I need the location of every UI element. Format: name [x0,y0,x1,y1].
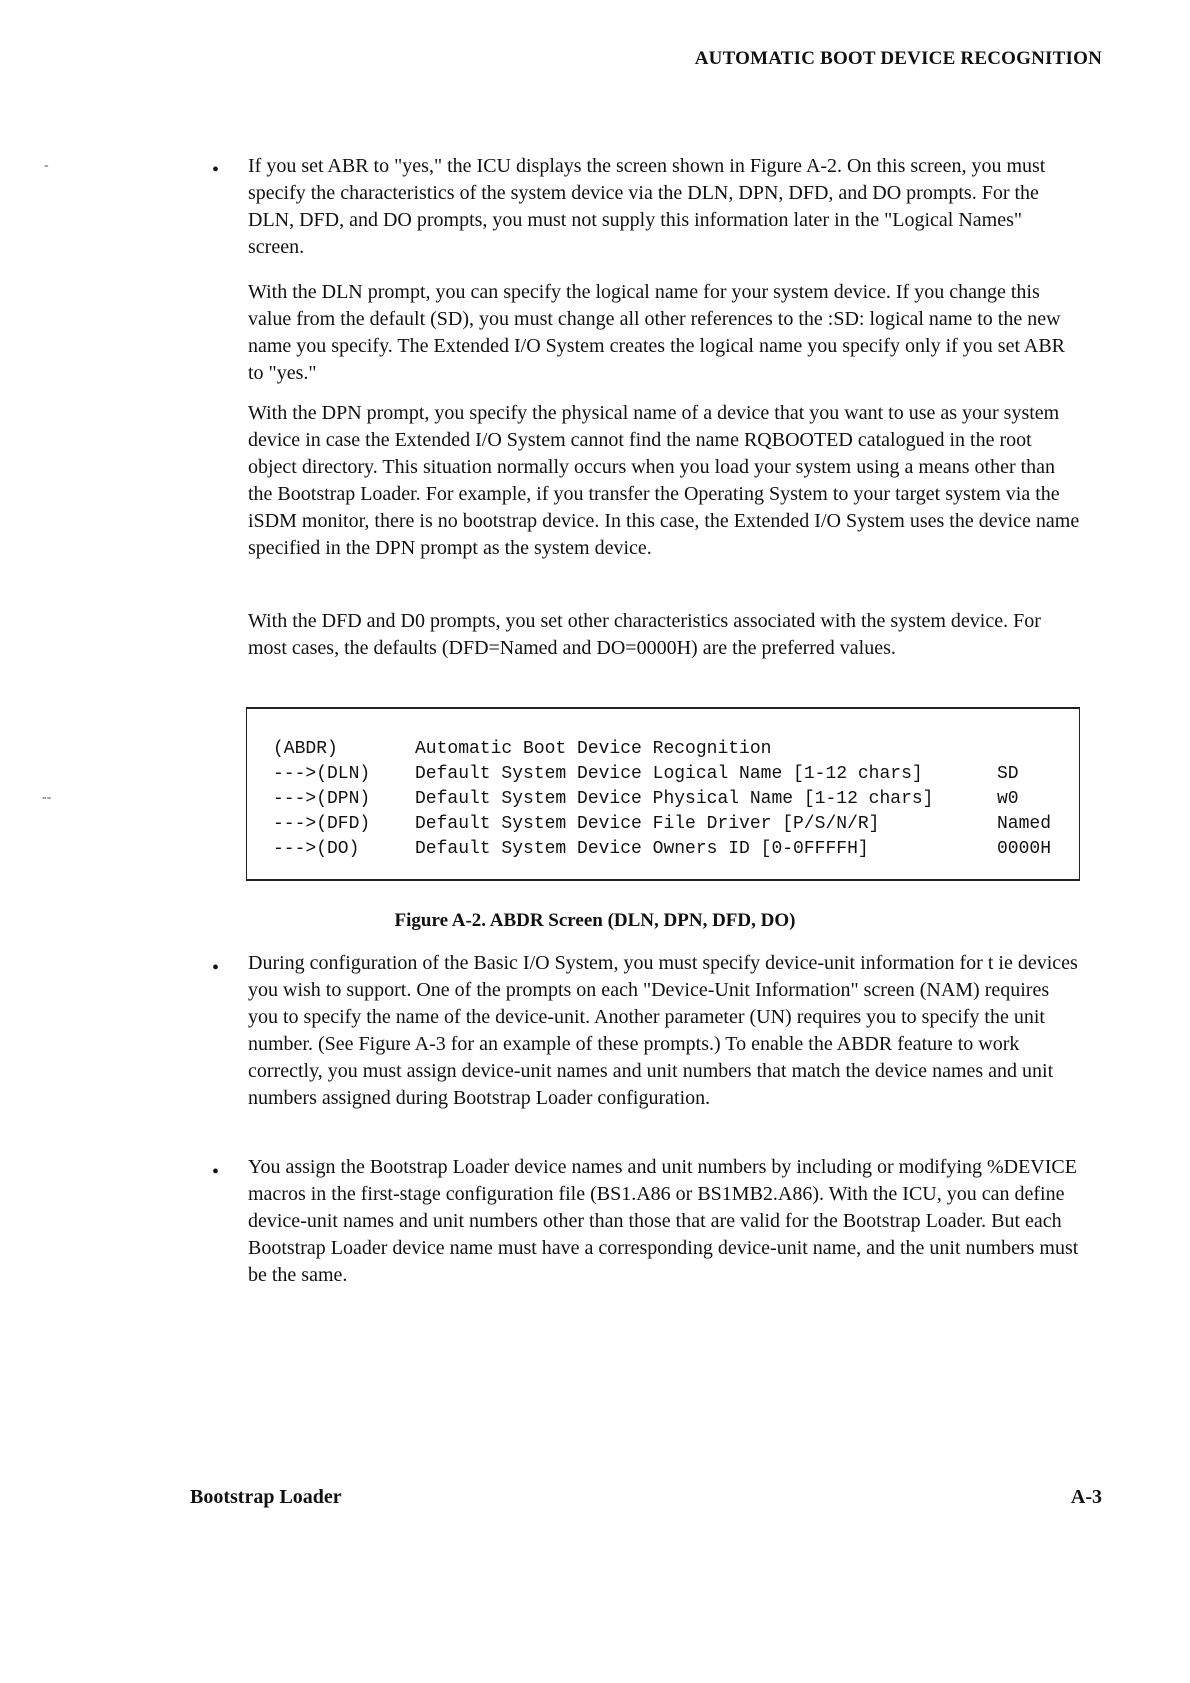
footer-title: Bootstrap Loader [190,1486,342,1508]
screen-row-desc: Default System Device Owners ID [0-0FFFFH] [415,839,869,859]
paragraph-dpn: With the DPN prompt, you specify the physical name of a device that you want to use as your system device in case the Extended I/O System cannot find the name RQBOOTED catalogued in the root object directory. This situation normally occurs when you load your system using a means other than the Bootstrap Loader. For example, if you transfer the Operating System to your target system via the iSDM monitor, there is no bootstrap device. In this case, the Extended I/O System uses the device name specified in the DPN prompt as the system device. [248,402,1080,559]
screen-row-desc: Default System Device File Driver [P/S/N/R] [415,814,880,834]
screen-row-dpn [247,786,1077,812]
screen-row-dfd [247,811,1077,837]
paragraph-device-macros: You assign the Bootstrap Loader device names and unit numbers by including or modifying %DEVICE macros in the first-stage configuration file (BS1.A86 or BS1MB2.A86). With the ICU, you can define device-unit names and unit numbers other than those that are valid for the Bootstrap Loader. But each Bootstrap Loader device name must have a corresponding device-unit name, and the unit numbers must be the same. [248,1156,1079,1286]
bullet-2: • [212,957,220,979]
screen-row-key: --->(DO) [273,839,360,859]
screen-row-key: --->(DLN) [273,764,371,784]
screen-row-dln [247,761,1077,787]
screen-row-value: w0 [997,789,1019,809]
screen-row-value: Named [997,814,1052,834]
paragraph-dln: With the DLN prompt, you can specify the logical name for your system device. If you change this value from the default (SD), you must change all other references to the :SD: logical name to the new name you specify. The Extended I/O System creates the logical name you specify only if you set ABR to "yes." [248,281,1066,384]
abdr-screen-figure [246,707,1080,881]
screen-row-key: --->(DFD) [273,814,371,834]
screen-row-do [247,836,1077,862]
screen-row-value: 0000H [997,839,1052,859]
figure-caption: Figure A-2. ABDR Screen (DLN, DPN, DFD, DO) [394,910,796,931]
bullet-3: • [212,1161,220,1183]
paragraph-device-unit: During configuration of the Basic I/O System, you must specify device-unit information for t ie devices you wish to support. One of the prompts on each "Device-Unit Information" screen (NAM) requires you to specify the name of the device-unit. Another parameter (UN) requires you to specify the unit number. (See Figure A-3 for an example of these prompts.) To enable the ABDR feature to work correctly, you must assign device-unit names and unit numbers that match the device names and unit numbers assigned during Bootstrap Loader configuration. [248,952,1078,1109]
paragraph-abr-screen: If you set ABR to "yes," the ICU displays the screen shown in Figure A-2. On this screen, you must specify the characteristics of the system device via the DLN, DPN, DFD, and DO prompts. For the DLN, DFD, and DO prompts, you must not supply this information later in the "Logical Names" screen. [248,155,1046,258]
screen-header-row [247,736,1077,762]
screen-header-key: (ABDR) [273,739,338,759]
bullet-1: • [212,159,220,181]
margin-mark-mid: -- [42,790,52,805]
margin-mark-top: - [44,158,49,173]
screen-row-desc: Default System Device Logical Name [1-12 chars] [415,764,923,784]
screen-row-value: SD [997,764,1019,784]
screen-header-title: Automatic Boot Device Recognition [415,739,772,759]
paragraph-dfd-do: With the DFD and D0 prompts, you set other characteristics associated with the system device. For most cases, the defaults (DFD=Named and DO=0000H) are the preferred values. [248,610,1041,659]
screen-row-key: --->(DPN) [273,789,371,809]
running-header: AUTOMATIC BOOT DEVICE RECOGNITION [694,48,1102,69]
page-number: A-3 [1070,1486,1102,1508]
screen-row-desc: Default System Device Physical Name [1-12 chars] [415,789,934,809]
